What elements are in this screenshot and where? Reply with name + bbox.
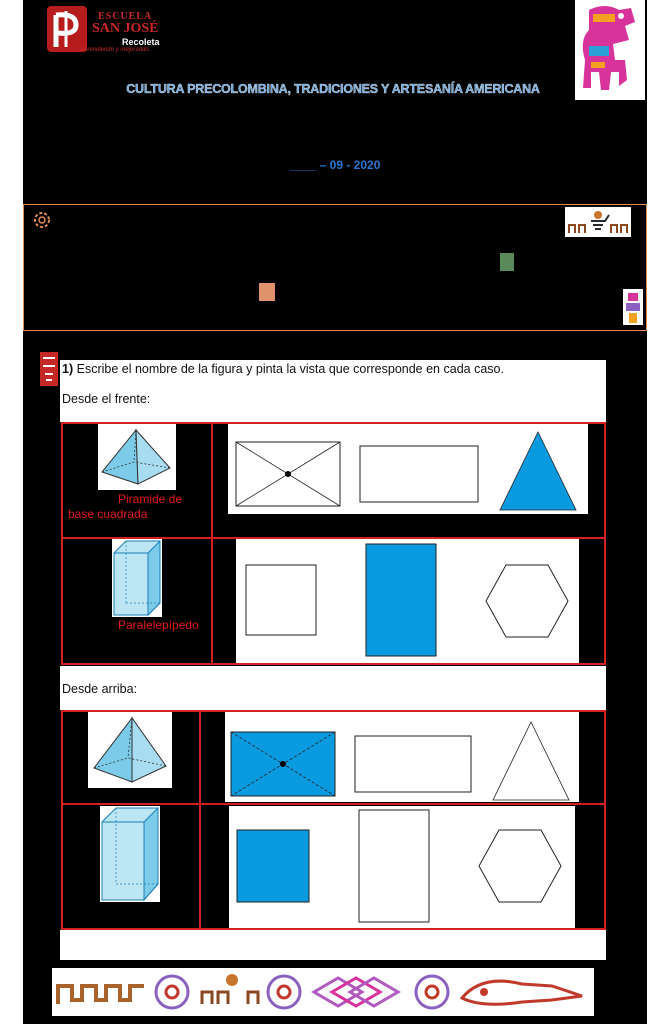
- prism-image-2: [100, 806, 160, 902]
- triangle-option[interactable]: [493, 722, 569, 800]
- pyramid-image: [98, 424, 176, 490]
- top-table-divider-v: [199, 710, 201, 930]
- hexagon-option-2[interactable]: [479, 830, 561, 902]
- aztec-bird-icon: [565, 207, 631, 237]
- crossed-rectangle-option[interactable]: [236, 442, 340, 506]
- crossed-rectangle-option-filled[interactable]: [231, 732, 335, 796]
- rectangle-option-2[interactable]: [355, 736, 471, 792]
- pyramid-image-2: [88, 712, 172, 788]
- front-views-pyramid: [228, 424, 588, 514]
- question-instruction: Escribe el nombre de la figura y pinta la vista que corresponde en cada caso.: [76, 362, 504, 376]
- school-motto: Aprendiendo y mejorando.: [80, 47, 151, 53]
- page-title: CULTURA PRECOLOMBINA, TRADICIONES Y ARTESANÍA AMERICANA: [126, 82, 540, 96]
- front-views-prism: [236, 539, 579, 663]
- question-text: [62, 362, 602, 376]
- tall-rectangle-option-filled[interactable]: [366, 544, 436, 656]
- school-logo: [44, 3, 194, 55]
- prism-image: [112, 539, 162, 617]
- school-name-line3: Recoleta: [122, 37, 160, 47]
- question-number: 1): [62, 362, 74, 376]
- temple-icon: [259, 283, 275, 301]
- red-mask-icon: [40, 352, 58, 386]
- aztec-border-strip: [52, 968, 594, 1016]
- totem-icon: [623, 289, 643, 325]
- date-line: ____ – 09 - 2020: [289, 158, 381, 172]
- top-table-divider-h: [61, 803, 606, 805]
- rectangle-option[interactable]: [360, 446, 478, 502]
- school-name-line1: ESCUELA: [98, 11, 153, 22]
- square-option-filled[interactable]: [237, 830, 309, 902]
- top-views-prism: [229, 806, 575, 928]
- blank-row: [60, 930, 606, 960]
- square-option[interactable]: [246, 565, 316, 635]
- gear-icon: [31, 209, 53, 236]
- prism-caption: Paralelepípedo: [118, 618, 199, 632]
- front-section-label: Desde el frente:: [62, 392, 151, 406]
- small-figure-icon: [500, 253, 514, 271]
- top-views-pyramid: [225, 712, 579, 802]
- top-section-row: [60, 666, 606, 710]
- front-table-divider-v: [211, 422, 213, 665]
- pyramid-caption: Piramide de base cuadrada: [68, 492, 183, 521]
- school-name-line2: SAN JOSÉ: [92, 21, 159, 36]
- hexagon-option[interactable]: [486, 565, 568, 637]
- triangle-option-filled[interactable]: [500, 432, 576, 510]
- aztec-jaguar-icon: [575, 0, 645, 100]
- top-section-label: Desde arriba:: [62, 682, 138, 696]
- info-box: [23, 204, 647, 331]
- tall-rectangle-option[interactable]: [359, 810, 429, 922]
